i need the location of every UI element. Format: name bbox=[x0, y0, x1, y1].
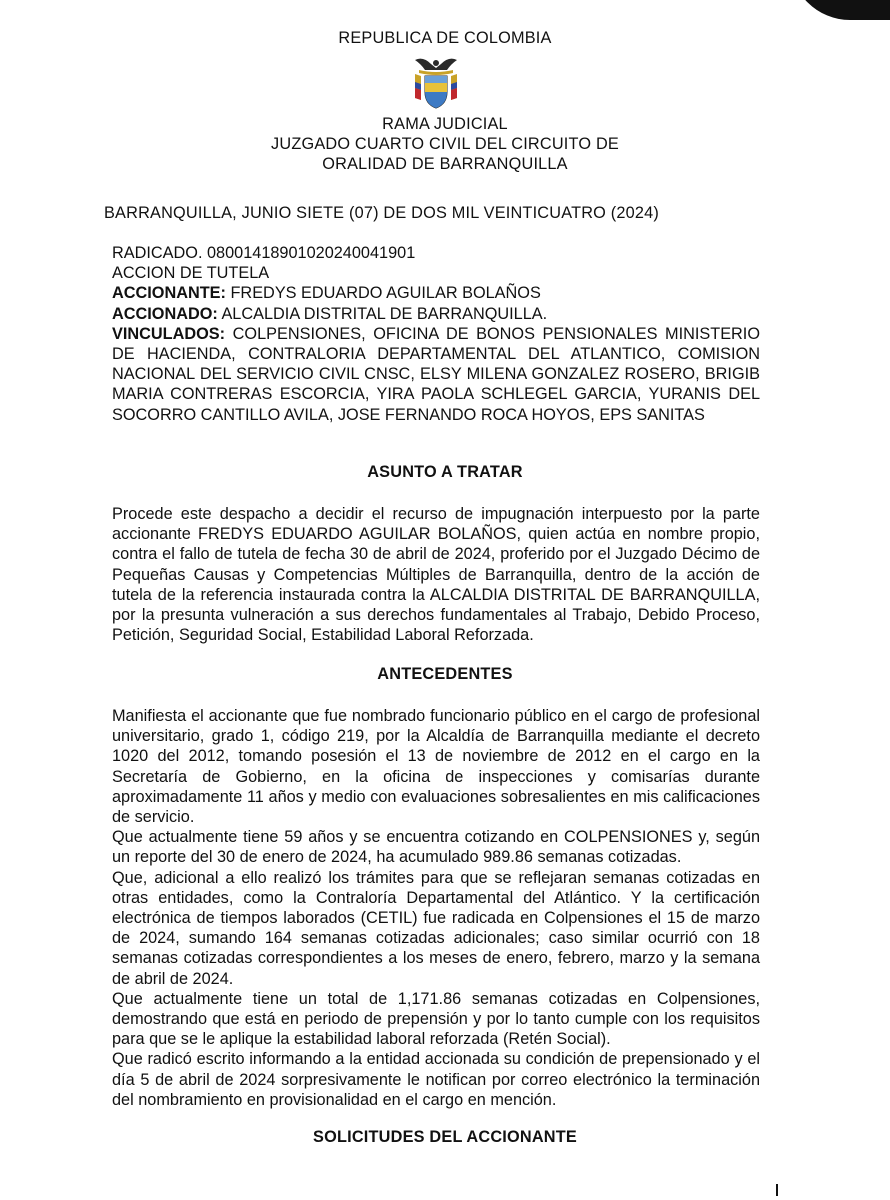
radicado: RADICADO. 08001418901020240041901 bbox=[112, 244, 416, 262]
corner-decoration bbox=[790, 0, 890, 20]
court-name-line1: JUZGADO CUARTO CIVIL DEL CIRCUITO DE bbox=[271, 135, 619, 154]
antecedentes-paragraph-1: Manifiesta el accionante que fue nombrado funcionario público en el cargo de profesional universitario, grado 1, código 219, por la Alcaldía de Barranquilla mediante el decreto 1020 del 2012, tomando posesión el 13 de noviembre de 2012 en el cargo en la Secretaría de Gobierno, en la oficina de inspecciones y comisarías durante aproximadamente 11 años y medio con evaluaciones sobresalientes en mis calificaciones de servicio. bbox=[112, 707, 760, 827]
defendant-value: ALCALDIA DISTRITAL DE BARRANQUILLA. bbox=[217, 304, 548, 323]
action-type: ACCION DE TUTELA bbox=[112, 264, 270, 283]
coat-of-arms-icon bbox=[411, 54, 461, 110]
section-title-solicitudes: SOLICITUDES DEL ACCIONANTE bbox=[313, 1128, 577, 1146]
antecedentes-paragraph-2: Que actualmente tiene 59 años y se encuentra cotizando en COLPENSIONES y, según un reporte del 30 de enero de 2024, ha acumulado 989.86 semanas cotizadas. bbox=[112, 828, 760, 867]
plaintiff-value: FREDYS EDUARDO AGUILAR BOLAÑOS bbox=[225, 284, 541, 303]
antecedentes-paragraph-4: Que actualmente tiene un total de 1,171.86 semanas cotizadas en Colpensiones, demostrando que está en periodo de prepensión y por lo tanto cumple con los requisitos para que se le aplique la estabilidad laboral reforzada (Retén Social). bbox=[112, 989, 760, 1049]
antecedentes-paragraph-3: Que, adicional a ello realizó los trámites para que se reflejaran semanas cotizadas en otras entidades, como la Contraloría Departamental del Atlántico. Y la certificación electrónica de tiempos laborados (CETIL) fue radicada en Colpensiones el 15 de marzo de 2024, sumando 164 semanas cotizadas adicionales; caso similar ocurrió con 18 semanas cotizadas correspondientes a los meses de enero, febrero, marzo y la semana de abril de 2024. bbox=[112, 868, 760, 988]
defendant-label: ACCIONADO: bbox=[112, 304, 218, 323]
asunto-block bbox=[112, 504, 760, 645]
court-heading bbox=[0, 114, 890, 175]
antecedentes-paragraph-5: Que radicó escrito informando a la entidad accionada su condición de prepensionado y el día 5 de abril de 2024 sorpresivamente le notifican por correo electrónico la terminación del nombramiento en provisionalidad en el cargo en mención. bbox=[112, 1050, 760, 1109]
country-heading bbox=[0, 28, 890, 48]
antecedentes-block bbox=[112, 706, 760, 1110]
linked-label: VINCULADOS: bbox=[112, 324, 226, 343]
section-title-asunto: ASUNTO A TRATAR bbox=[367, 463, 523, 481]
court-name-line2: ORALIDAD DE BARRANQUILLA bbox=[322, 155, 568, 174]
country-name: REPUBLICA DE COLOMBIA bbox=[338, 29, 552, 47]
case-info bbox=[112, 243, 760, 425]
asunto-paragraph: Procede este despacho a decidir el recurso de impugnación interpuesto por la parte accionante FREDYS EDUARDO AGUILAR BOLAÑOS, quien actúa en nombre propio, contra el fallo de tutela de fecha 30 de abril de 2024, proferido por el Juzgado Décimo de Pequeñas Causas y Competencias Múltiples de Barranquilla, dentro de la acción de tutela de la referencia instaurada contra la ALCALDIA DISTRITAL DE BARRANQUILLA, por la presunta vulneración a sus derechos fundamentales al Trabajo, Debido Proceso, Petición, Seguridad Social, Estabilidad Laboral Reforzada. bbox=[112, 505, 760, 645]
page-edge-mark bbox=[776, 1184, 782, 1196]
linked-value: COLPENSIONES, OFICINA DE BONOS PENSIONALES MINISTERIO DE HACIENDA, CONTRALORIA DEPARTAMENTAL DEL ATLANTICO, COMISION NACIONAL DEL SERVICIO CIVIL CNSC, ELSY MILENA GONZALEZ ROSERO, BRIGIB MARIA CONTRERAS ESCORCIA, YIRA PAOLA SCHLEGEL GARCIA, YURANIS DEL SOCORRO CANTILLO AVILA, JOSE FERNANDO ROCA HOYOS, EPS SANITAS bbox=[112, 324, 760, 424]
branch-name: RAMA JUDICIAL bbox=[382, 115, 508, 133]
date-line: BARRANQUILLA, JUNIO SIETE (07) DE DOS MIL VEINTICUATRO (2024) bbox=[104, 204, 660, 222]
plaintiff-row bbox=[112, 283, 760, 303]
defendant-row bbox=[112, 304, 760, 324]
linked-row bbox=[112, 324, 760, 425]
plaintiff-label: ACCIONANTE: bbox=[112, 284, 226, 303]
section-title-antecedentes: ANTECEDENTES bbox=[377, 665, 513, 683]
